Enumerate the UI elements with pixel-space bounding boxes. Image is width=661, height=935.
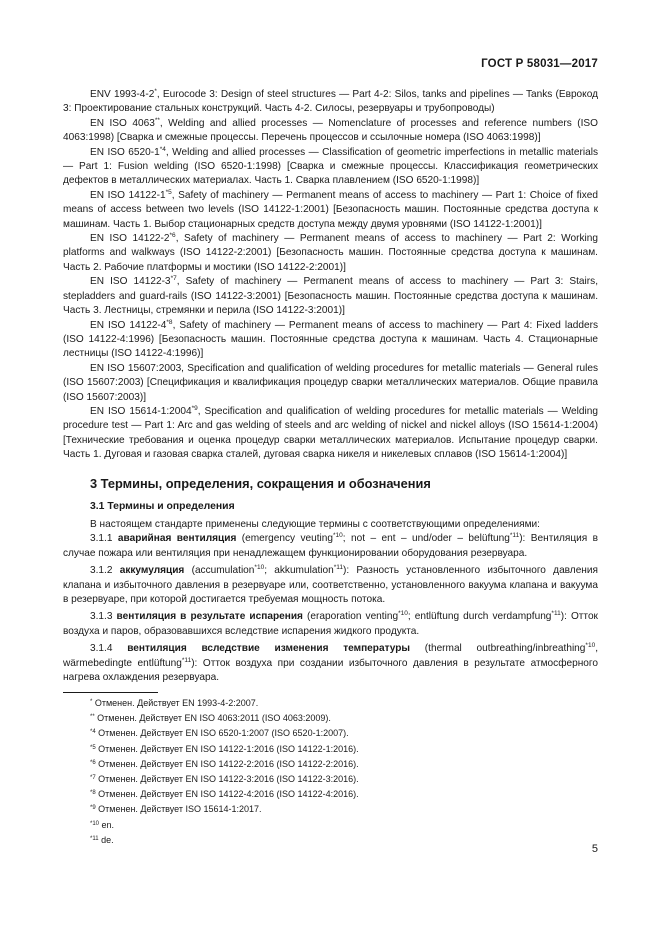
subsection-heading: 3.1 Термины и определения xyxy=(90,501,235,512)
term-name: аварийная вентиляция xyxy=(117,533,237,545)
term-definition: 3.1.1 аварийная вентиляция (emergency veuting$^{*10}$; not – ent – und/oder – belüftung$^{*11}$): Вентиляция в случае пожара или вентиляция при ненадлежащем функционировании оборудования резервуара. xyxy=(63,532,598,559)
reference-item: EN ISO 14122-1$^{*5}$, Safety of machinery — Permanent means of access to machinery — Part 1: Choice of fixed means of access between two levels (ISO 14122-1:2001) [Безопасность машин. Постоянные средства доступа к машинам. Часть 1. Выбор стационарных средств доступа между двумя уровнями (ISO 14122-1:2001)] xyxy=(63,188,598,230)
page-number: 5 xyxy=(591,843,598,855)
term-name: аккумуляция xyxy=(119,565,185,577)
term-name: вентиляция в результате испарения xyxy=(116,611,303,623)
terms-intro: В настоящем стандарте применены следующие термины с соответствующими определениями: xyxy=(90,519,540,530)
footnote: $^{*9}$ Отменен. Действует ISO 15614-1:2017. xyxy=(90,804,262,815)
reference-item: EN ISO 6520-1$^{*4}$, Welding and allied processes — Classification of geometric imperfections in metallic materials — Part 1: Fusion welding (ISO 6520-1:1998) [Сварка и смежные процессы. Классификация геометрических дефектов в металлических материалах. Часть 1. Сварка плавлением (ISO 6520-1:1998)] xyxy=(63,145,598,187)
term-definition: 3.1.3 вентиляция в результате испарения (eraporation venting$^{*10}$; entlüftung durch verdampfung$^{*11}$): Отток воздуха и паров, образовавшихся вследствие испарения жидкого продукта. xyxy=(63,610,598,637)
footnote: $^{*6}$ Отменен. Действует EN ISO 14122-2:2016 (ISO 14122-2:2016). xyxy=(90,758,359,769)
reference-item: EN ISO 15614-1:2004$^{*9}$, Specification and qualification of welding procedures for metallic materials — Welding procedure test — Part 1: Arc and gas welding of steels and arc welding of nickel and nickel alloys (ISO 15614-1:2004) [Технические требования и оценка процедур сварки металлических материалов. Испытание процедур сварки. Часть 1. Дуговая и газовая сварка сталей, дуговая сварка никеля и никелевых сплавов (ISO 15614-1:2004)] xyxy=(63,404,598,461)
footnote: $^{*7}$ Отменен. Действует EN ISO 14122-3:2016 (ISO 14122-3:2016). xyxy=(90,774,359,785)
footnote: $^{*11}$ de. xyxy=(90,834,114,845)
term-definition: 3.1.4 вентиляция вследствие изменения температуры (thermal outbreathing/inbreathing$^{*10}$, wärmebedingte entlüftung$^{*11}$): Отток воздуха при создании избыточного давления в результате атмосферного нагрева охлаждения резервуара. xyxy=(63,642,598,684)
terms-list xyxy=(63,518,598,685)
footnote-divider xyxy=(63,692,158,693)
normative-references xyxy=(63,88,598,463)
term-name: вентиляция вследствие изменения температуры xyxy=(127,643,411,655)
footnote: $^{*4}$ Отменен. Действует EN ISO 6520-1:2007 (ISO 6520-1:2007). xyxy=(90,728,349,739)
reference-item: EN ISO 14122-3$^{*7}$, Safety of machinery — Permanent means of access to machinery — Part 3: Stairs, stepladders and guard-rails (ISO 14122-3:2001) [Безопасность машин. Постоянные средства доступа к машинам. Часть 3. Лестницы, стремянки и перила (ISO 14122-3:2001)] xyxy=(63,275,599,317)
reference-item: EN ISO 14122-4$^{*8}$, Safety of machinery — Permanent means of access to machinery — Part 4: Fixed ladders (ISO 14122-4:1996) [Безопасность машин. Постоянные средства доступа к машинам. Часть 4. Стационарные лестницы (ISO 14122-4:1996)] xyxy=(63,318,598,360)
standard-code: ГОСТ Р 58031—2017 xyxy=(481,58,598,70)
reference-item: EN ISO 15607:2003, Specification and qualification of welding procedures for metallic materials — General rules (ISO 15607:2003) [Спецификация и квалификация процедур сварки металлических материалов. Общие правила (ISO 15607:2003)] xyxy=(63,362,598,403)
term-definition: 3.1.2 аккумуляция (accumulation$^{*10}$; akkumulation$^{*11}$): Разность установленного избыточного давления клапана и избыточного давления в резервуаре или, соответственно, установленного вакуума клапана и вакуума в резервуаре, при которой достигается требуемая мощность потока. xyxy=(63,564,598,606)
reference-item: EN ISO 4063**, Welding and allied processes — Nomenclature of processes and reference numbers (ISO 4063:1998) [Сварка и смежные процессы. Перечень процессов и ссылочные номера (ISO 4063:1998)] xyxy=(63,116,598,144)
footnotes xyxy=(90,696,570,848)
reference-item: ENV 1993-4-2*, Eurocode 3: Design of steel structures — Part 4-2: Silos, tanks and pipelines — Tanks (Еврокод 3: Проектирование стальных конструкций. Часть 4-2. Силосы, резервуары и трубопроводы) xyxy=(63,88,598,115)
footnote: $^{*10}$ en. xyxy=(90,819,115,830)
reference-item: EN ISO 14122-2$^{*6}$, Safety of machinery — Permanent means of access to machinery — Part 2: Working platforms and walkways (ISO 14122-2:2001) [Безопасность машин. Постоянные средства доступа к машинам. Часть 2. Рабочие платформы и мостики (ISO 14122-2:2001)] xyxy=(63,232,598,273)
footnote: $^{*5}$ Отменен. Действует EN ISO 14122-1:2016 (ISO 14122-1:2016). xyxy=(90,743,359,754)
footnote: $^{*8}$ Отменен. Действует EN ISO 14122-4:2016 (ISO 14122-4:2016). xyxy=(90,789,359,800)
footnote: * Отменен. Действует EN 1993-4-2:2007. xyxy=(90,698,259,708)
footnote: ** Отменен. Действует EN ISO 4063:2011 (ISO 4063:2009). xyxy=(90,713,331,724)
section-heading: 3 Термины, определения, сокращения и обозначения xyxy=(90,476,431,491)
